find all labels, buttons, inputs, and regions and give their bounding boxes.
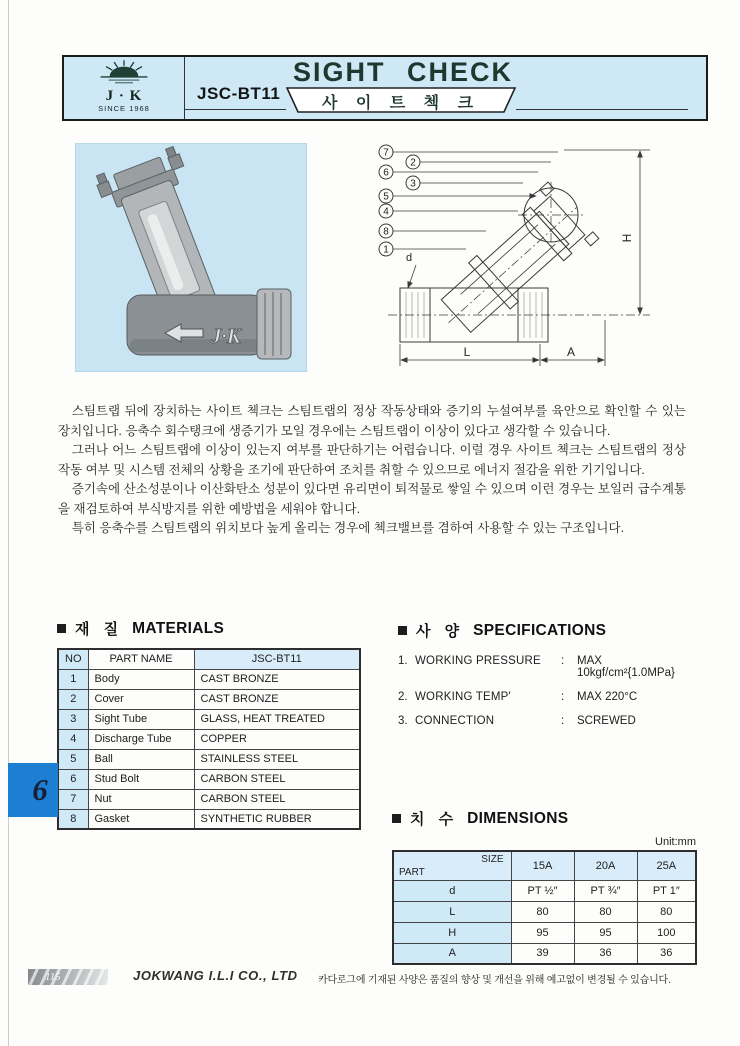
table-row <box>58 729 360 749</box>
row-no: 3 <box>58 709 88 729</box>
materials-section <box>57 618 363 830</box>
page-title: SIGHT CHECK <box>292 57 513 87</box>
product-photo <box>75 143 307 372</box>
dim-value: 80 <box>574 901 637 922</box>
row-material: CARBON STEEL <box>194 789 360 809</box>
dim-value: 95 <box>511 922 574 943</box>
valve-outline <box>388 179 650 351</box>
spec-label: WORKING TEMP' <box>415 691 511 703</box>
diagonal-corner-cell <box>393 851 511 880</box>
spec-number: 1. <box>398 655 408 667</box>
specifications-section <box>398 620 698 739</box>
row-material: CAST BRONZE <box>194 669 360 689</box>
paragraph-3: 증기속에 산소성분이나 이산화탄소 성분이 있다면 유리면이 퇴적물로 쌓일 수 있으며 이런 경우는 보일러 급수계통을 재검토하여 부식방지를 위한 예방법을 세워야 합니다. <box>58 482 686 516</box>
dimensions-title-english: DIMENSIONS <box>467 809 569 827</box>
spec-colon: : <box>561 655 565 667</box>
col-header-model: JSC-BT11 <box>194 649 360 669</box>
header-rule-right <box>516 109 688 110</box>
table-row-a <box>393 943 696 964</box>
materials-header <box>57 618 363 639</box>
chapter-tab <box>8 763 58 817</box>
row-part-label: H <box>393 922 511 943</box>
specifications-header <box>398 620 698 641</box>
row-part: Sight Tube <box>88 709 194 729</box>
row-material: COPPER <box>194 729 360 749</box>
paragraph-4: 특히 응축수를 스팀트랩의 위치보다 높게 올리는 경우에 첵크밸브를 겸하여 사용할 수 있는 구조입니다. <box>71 521 625 535</box>
spec-label: CONNECTION <box>415 715 495 727</box>
callout-7: 7 <box>383 147 389 159</box>
materials-title-english: MATERIALS <box>132 619 225 637</box>
callout-2: 2 <box>410 157 416 169</box>
col-header-25a: 25A <box>637 851 696 880</box>
col-header-15a: 15A <box>511 851 574 880</box>
paragraph-2: 그러나 어느 스팀트랩에 이상이 있는지 여부를 판단하기는 어렵습니다. 이럴 경우 사이트 첵크는 스팀트랩의 정상작동 여부 및 시스템 전체의 상황을 조기에 판단하여 조치를 취할 수 있으므로 에너지 절감을 위한 기기입니다. <box>58 443 686 477</box>
dim-value: 80 <box>637 901 696 922</box>
corner-part-label: PART <box>399 866 425 878</box>
row-part-label: A <box>393 943 511 964</box>
page-footer <box>0 966 740 996</box>
photo-brand-mark: J·K <box>211 324 241 348</box>
row-material: CARBON STEEL <box>194 769 360 789</box>
footer-disclaimer: 카다로그에 기재된 사양은 품질의 향상 및 개선을 위해 예고없이 변경될 수 있습니다. <box>318 975 671 986</box>
logo-since-text: SINCE 1968 <box>98 104 150 113</box>
rising-sun-icon <box>97 60 151 84</box>
spec-value: MAX 220°C <box>577 691 638 703</box>
table-row <box>58 709 360 729</box>
spec-number: 2. <box>398 691 408 703</box>
specifications-title-english: SPECIFICATIONS <box>473 621 607 639</box>
spec-value: SCREWED <box>577 715 636 727</box>
dimensions-table-header <box>393 851 696 880</box>
row-part: Cover <box>88 689 194 709</box>
callout-8: 8 <box>383 226 389 238</box>
row-material: CAST BRONZE <box>194 689 360 709</box>
callout-4: 4 <box>383 206 389 218</box>
spec-value: MAX 10kgf/cm²{1.0MPa} <box>577 655 675 679</box>
logo-brand-text: J · K <box>105 88 143 104</box>
callout-6: 6 <box>383 167 389 179</box>
chapter-number: 6 <box>32 772 48 807</box>
company-logo <box>64 57 185 119</box>
corner-size-label: SIZE <box>481 854 504 865</box>
spec-working-temp <box>398 691 698 703</box>
spec-label: WORKING PRESSURE <box>415 655 541 667</box>
row-part: Gasket <box>88 809 194 829</box>
page-number: 115 <box>28 969 108 985</box>
col-header-20a: 20A <box>574 851 637 880</box>
dimensions-title-korean: 치 수 <box>410 811 459 828</box>
paragraph-1: 스팀트랩 뒤에 장치하는 사이트 첵크는 스팀트랩의 정상 작동상태와 증기의 누설여부를 육안으로 확인할 수 있는 장치입니다. 응축수 회수탱크에 생증기가 모일 경우에는 스팀트랩이 이상이 있다고 생각할 수 있습니다. <box>58 404 686 438</box>
table-row <box>58 769 360 789</box>
square-bullet-icon <box>398 626 407 635</box>
materials-title-korean: 재 질 <box>75 621 124 638</box>
spec-working-pressure <box>398 655 698 679</box>
dim-value: 80 <box>511 901 574 922</box>
dim-value: PT ¾″ <box>574 880 637 901</box>
row-part: Ball <box>88 749 194 769</box>
dim-value: 36 <box>637 943 696 964</box>
row-part: Body <box>88 669 194 689</box>
col-header-no: NO <box>58 649 88 669</box>
model-number: JSC-BT11 <box>197 84 281 103</box>
materials-table-header <box>58 649 360 669</box>
dimensions-section <box>392 808 698 965</box>
table-row <box>58 749 360 769</box>
photo-outlet-coupling <box>257 289 291 359</box>
specifications-title-korean: 사 양 <box>416 623 465 640</box>
unit-label: Unit:mm <box>655 836 696 848</box>
row-part-label: L <box>393 901 511 922</box>
header-rule-left <box>185 109 286 110</box>
table-row-l <box>393 901 696 922</box>
square-bullet-icon <box>57 624 66 633</box>
callout-5: 5 <box>383 191 389 203</box>
dim-label-a: A <box>566 345 576 359</box>
spec-colon: : <box>561 691 565 703</box>
row-material: STAINLESS STEEL <box>194 749 360 769</box>
description-text <box>58 402 686 539</box>
table-row-h <box>393 922 696 943</box>
row-no: 7 <box>58 789 88 809</box>
dim-label-h: H <box>620 233 634 243</box>
spec-number: 3. <box>398 715 408 727</box>
callout-3: 3 <box>410 178 416 190</box>
row-part: Stud Bolt <box>88 769 194 789</box>
row-part: Discharge Tube <box>88 729 194 749</box>
dim-value: 36 <box>574 943 637 964</box>
square-bullet-icon <box>392 814 401 823</box>
dim-value: 95 <box>574 922 637 943</box>
row-part-label: d <box>393 880 511 901</box>
row-no: 1 <box>58 669 88 689</box>
page-title-korean: 사 이 트 첵 크 <box>321 95 481 112</box>
table-row <box>58 809 360 829</box>
row-no: 8 <box>58 809 88 829</box>
row-no: 2 <box>58 689 88 709</box>
row-no: 5 <box>58 749 88 769</box>
table-row <box>58 789 360 809</box>
dim-label-l: L <box>463 345 471 359</box>
row-material: GLASS, HEAT TREATED <box>194 709 360 729</box>
dim-value: PT ½″ <box>511 880 574 901</box>
table-row <box>58 689 360 709</box>
dim-value: PT 1″ <box>637 880 696 901</box>
spec-connection <box>398 715 698 727</box>
dim-value: 100 <box>637 922 696 943</box>
table-row <box>58 669 360 689</box>
company-name: JOKWANG I.L.I CO., LTD <box>133 968 298 983</box>
dim-value: 39 <box>511 943 574 964</box>
dim-label-d: d <box>405 252 413 264</box>
row-no: 4 <box>58 729 88 749</box>
dimensions-table <box>392 850 697 965</box>
dim-l-a <box>400 320 605 366</box>
col-header-part: PART NAME <box>88 649 194 669</box>
row-no: 6 <box>58 769 88 789</box>
materials-table <box>57 648 361 830</box>
dimensions-header <box>392 808 698 829</box>
header-band <box>62 55 708 121</box>
spec-colon: : <box>561 715 565 727</box>
dim-h <box>564 150 650 314</box>
row-part: Nut <box>88 789 194 809</box>
row-material: SYNTHETIC RUBBER <box>194 809 360 829</box>
table-row-d <box>393 880 696 901</box>
callout-1: 1 <box>383 244 389 256</box>
technical-drawing <box>368 138 683 372</box>
